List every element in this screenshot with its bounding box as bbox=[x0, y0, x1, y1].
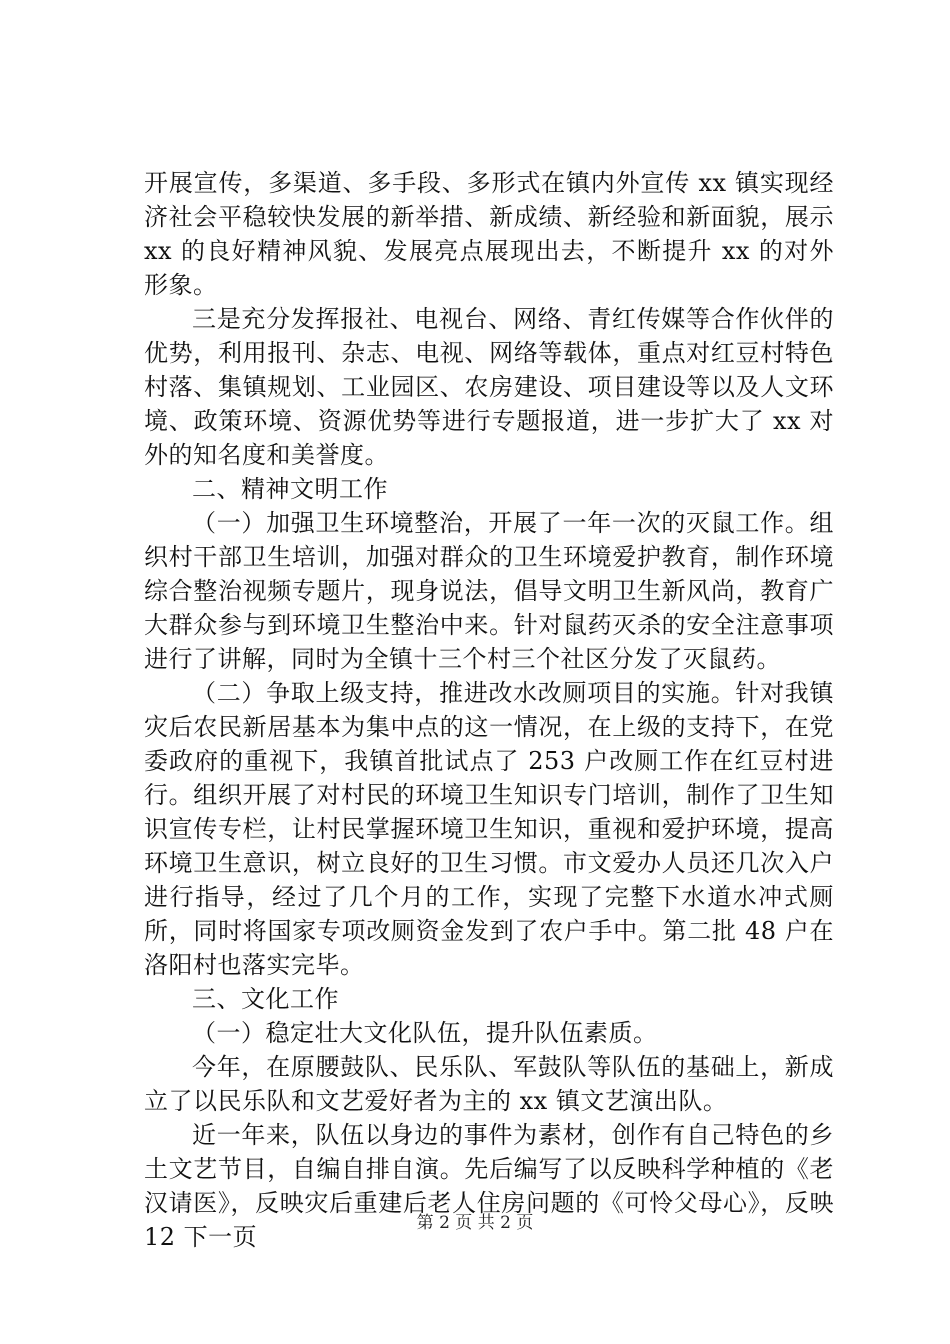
section-heading-3: 三、文化工作 bbox=[192, 985, 339, 1013]
paragraph-3: （一）加强卫生环境整治，开展了一年一次的灭鼠工作。组织村干部卫生培训，加强对群众的卫生环境爱护教育，制作环境综合整治视频专题片，现身说法，倡导文明卫生新风尚，教育广大群众参与到环境卫生整治中来。针对鼠药灭杀的安全注意事项进行了讲解，同时为全镇十三个村三个社区分发了灭鼠药。 bbox=[144, 509, 834, 673]
section-heading-2: 二、精神文明工作 bbox=[192, 475, 388, 503]
paragraph-5: 今年，在原腰鼓队、民乐队、军鼓队等队伍的基础上，新成立了以民乐队和文艺爱好者为主的 xx 镇文艺演出队。 bbox=[144, 1053, 834, 1115]
paragraph-4: （二）争取上级支持，推进改水改厕项目的实施。针对我镇灾后农民新居基本为集中点的这一情况，在上级的支持下，在党委政府的重视下，我镇首批试点了 253 户改厕工作在红豆村进行。组织开展了对村民的环境卫生知识专门培训，制作了卫生知识宣传专栏，让村民掌握环境卫生知识，重视和爱护环境，提高环境卫生意识，树立良好的卫生习惯。市文爱办人员还几次入户进行指导，经过了几个月的工作，实现了完整下水道水冲式厕所，同时将国家专项改厕资金发到了农户手中。第二批 48 户在洛阳村也落实完毕。 bbox=[144, 679, 834, 979]
document-body bbox=[144, 166, 834, 1254]
subsection-heading-1: （一）稳定壮大文化队伍，提升队伍素质。 bbox=[192, 1019, 658, 1047]
paragraph-6: 近一年来，队伍以身边的事件为素材，创作有自己特色的乡土文艺节目，自编自排自演。先后编写了以反映科学种植的《老汉请医》，反映灾后重建后老人住房问题的《可怜父母心》，反映 12 下一页 bbox=[144, 1121, 834, 1251]
page-footer: 第 2 页 共 2 页 bbox=[416, 1213, 534, 1233]
paragraph-1: 开展宣传，多渠道、多手段、多形式在镇内外宣传 xx 镇实现经济社会平稳较快发展的新举措、新成绩、新经验和新面貌，展示 xx 的良好精神风貌、发展亮点展现出去，不断提升 xx 的对外形象。 bbox=[144, 169, 834, 299]
paragraph-2: 三是充分发挥报社、电视台、网络、青红传媒等合作伙伴的优势，利用报刊、杂志、电视、网络等载体，重点对红豆村特色村落、集镇规划、工业园区、农房建设、项目建设等以及人文环境、政策环境、资源优势等进行专题报道，进一步扩大了 xx 对外的知名度和美誉度。 bbox=[144, 305, 834, 469]
